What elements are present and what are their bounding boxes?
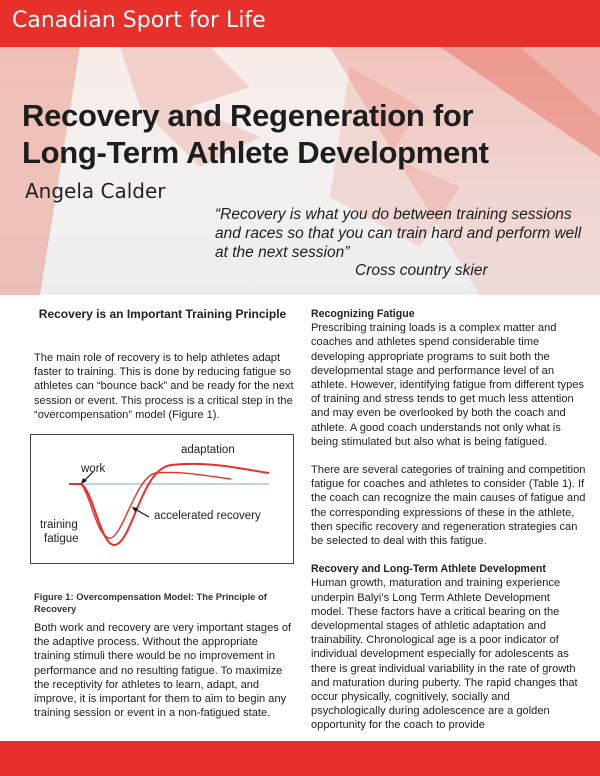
label-adaptation: adaptation — [181, 444, 235, 456]
quote-source: Cross country skier — [355, 262, 488, 279]
paragraph-ltad: Human growth, maturation and training experience underpin Balyi’s Long Term Athlete Development model. These factors have a critical bearing on the developmental stages of athletic adaptation and trainability. Chronological age is a poor indicator of individual development especially for adolescents as there is great individual variability in the rate of growth and maturation during puberty. The rapid changes that occur physically, cognitively, socially and psychologically during adolescence are a golden opportunity for the coach to provide — [311, 577, 578, 732]
work-recovery-paragraph: Both work and recovery are very important stages of the adaptive process. Without the appropriate training stimuli there would be no improvement in performance and no resulting fatigue. To maximize the receptivity for athletes to learn, adapt, and improve, it is important for them to aim to begin any training session or event in a non-fatigued state. — [34, 622, 292, 720]
heading-recognizing-fatigue: Recognizing Fatigue — [311, 308, 415, 320]
recovery-curve — [69, 464, 269, 545]
footer-bar — [0, 741, 600, 776]
paragraph-recognizing-fatigue: Prescribing training loads is a complex matter and coaches and athletes spend considerable time developing appropriate programs to suit both the developmental stage and performance level of an athlete. However, identifying fatigue from different types of training and stress tends to get much less attention and may even be overlooked by both the coach and athlete. A good coach understands not only what is being stimulated but also what is being fatigued. — [311, 322, 584, 448]
figure-overcompensation — [30, 434, 294, 564]
figure-caption: Figure 1: Overcompensation Model: The Principle of Recovery — [34, 591, 267, 614]
paragraph-fatigue-categories: There are several categories of training and competition fatigue for coaches and athletes to consider (Table 1). If the coach can recognize the main causes of fatigue and the corresponding expressions of these in the athlete, then specific recovery and regeneration strategies can be selected to deal with this fatigue. — [311, 464, 586, 548]
label-accelerated-recovery: accelerated recovery — [154, 510, 261, 522]
intro-paragraph: The main role of recovery is to help athletes adapt faster to training. This is done by reducing fatigue so athletes can “bounce back” and be ready for the next session or event. This process is a critical step in the “overcompensation” model (Figure 1). — [34, 352, 294, 421]
accelerated-recovery-curve — [81, 472, 231, 538]
brand-title: Canadian Sport for Life — [12, 8, 266, 33]
title-line-1: Recovery and Regeneration for — [22, 98, 474, 133]
page-title — [22, 97, 489, 171]
overcompensation-chart — [31, 435, 293, 563]
label-training: training — [40, 519, 78, 531]
spacer — [311, 449, 586, 463]
title-line-2: Long-Term Athlete Development — [22, 135, 489, 170]
label-fatigue: fatigue — [44, 533, 79, 545]
label-work: work — [81, 463, 106, 475]
section-heading-recovery-principle: Recovery is an Important Training Principle — [38, 307, 287, 321]
accelerated-arrow — [135, 509, 149, 517]
header-bar — [0, 0, 600, 47]
right-column — [311, 307, 586, 733]
pull-quote: “Recovery is what you do between training sessions and races so that you can train hard and perform well at the next session” — [215, 206, 582, 261]
author-name: Angela Calder — [25, 179, 166, 203]
heading-ltad: Recovery and Long-Term Athlete Development — [311, 563, 546, 576]
spacer — [311, 548, 586, 562]
hero-banner — [0, 47, 600, 295]
